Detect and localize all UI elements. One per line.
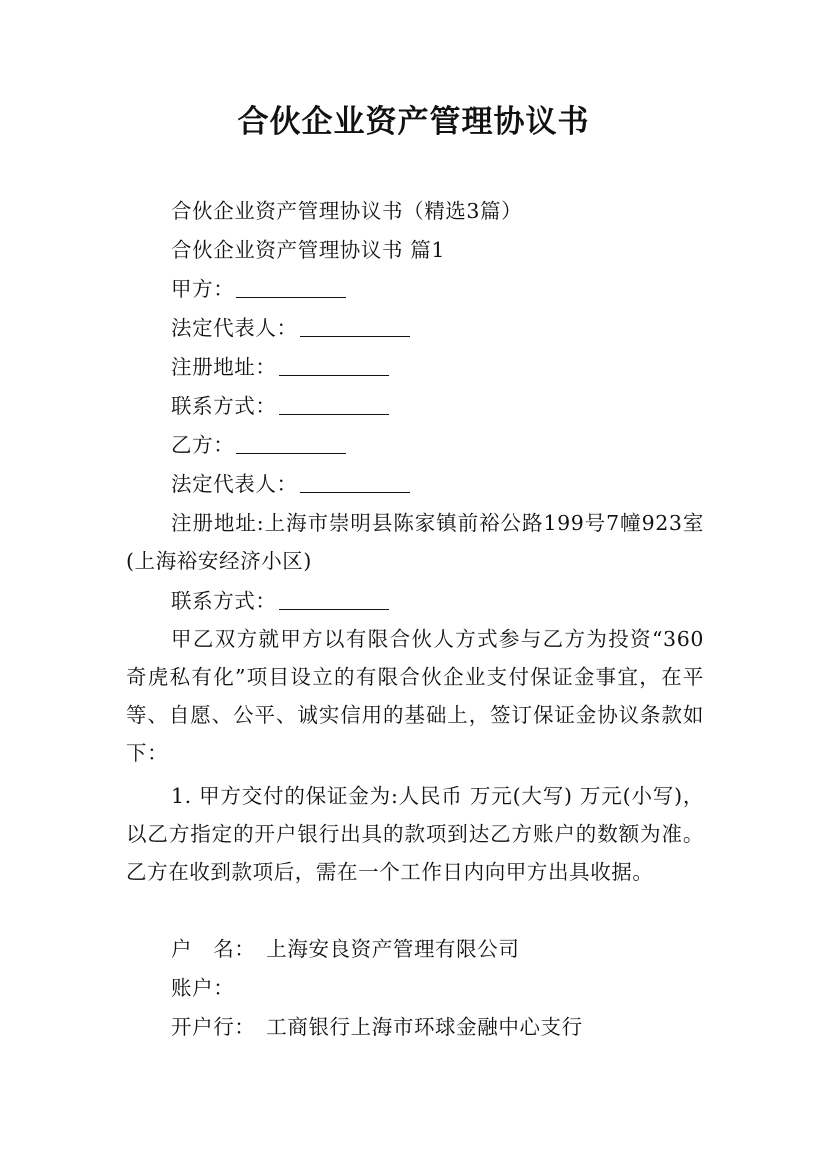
agreement-paragraph-2: 1. 甲方交付的保证金为:人民币 万元(大写) 万元(小写)，以乙方指定的开户银行出具的款项到达乙方账户的数额为准。乙方在收到款项后，需在一个工作日内向甲方出具收据。 bbox=[126, 784, 704, 884]
party-a-contact-label: 联系方式： bbox=[171, 394, 277, 418]
party-b-legal-rep-label: 法定代表人： bbox=[171, 472, 298, 496]
agreement-paragraph-1: 甲乙双方就甲方以有限合伙人方式参与乙方为投资“360奇虎私有化”项目设立的有限合伙企业支付保证金事宜，在平等、自愿、公平、诚实信用的基础上，签订保证金协议条款如下： bbox=[126, 627, 704, 765]
account-name-line: 户 名： 上海安良资产管理有限公司 bbox=[171, 937, 520, 961]
section-heading: 合伙企业资产管理协议书 篇1 bbox=[171, 238, 445, 262]
party-a-line bbox=[171, 274, 346, 304]
party-b-contact-line bbox=[171, 586, 389, 616]
party-b-legal-rep-blank bbox=[300, 472, 410, 493]
party-b-blank bbox=[236, 433, 346, 454]
party-a-address-line bbox=[171, 352, 389, 382]
party-a-contact-line bbox=[171, 391, 389, 421]
document-title: 合伙企业资产管理协议书 bbox=[237, 104, 590, 140]
party-b-legal-rep-line bbox=[171, 469, 410, 499]
party-a-legal-rep-label: 法定代表人： bbox=[171, 316, 298, 340]
party-b-label: 乙方： bbox=[171, 433, 235, 457]
party-b-line bbox=[171, 430, 346, 460]
bank-line: 开户行： 工商银行上海市环球金融中心支行 bbox=[171, 1015, 583, 1039]
party-a-address-label: 注册地址： bbox=[171, 355, 277, 379]
party-a-contact-blank bbox=[279, 394, 389, 415]
party-b-address: 注册地址:上海市崇明县陈家镇前裕公路199号7幢923室(上海裕安经济小区) bbox=[126, 511, 704, 573]
party-a-blank bbox=[236, 277, 346, 298]
party-b-contact-blank bbox=[279, 589, 389, 610]
document-subtitle: 合伙企业资产管理协议书（精选3篇） bbox=[171, 199, 523, 223]
party-b-contact-label: 联系方式： bbox=[171, 589, 277, 613]
party-a-legal-rep-line bbox=[171, 313, 410, 343]
party-a-label: 甲方： bbox=[171, 277, 235, 301]
account-number-line: 账户： bbox=[171, 976, 235, 1000]
party-a-address-blank bbox=[279, 355, 389, 376]
party-a-legal-rep-blank bbox=[300, 316, 410, 337]
